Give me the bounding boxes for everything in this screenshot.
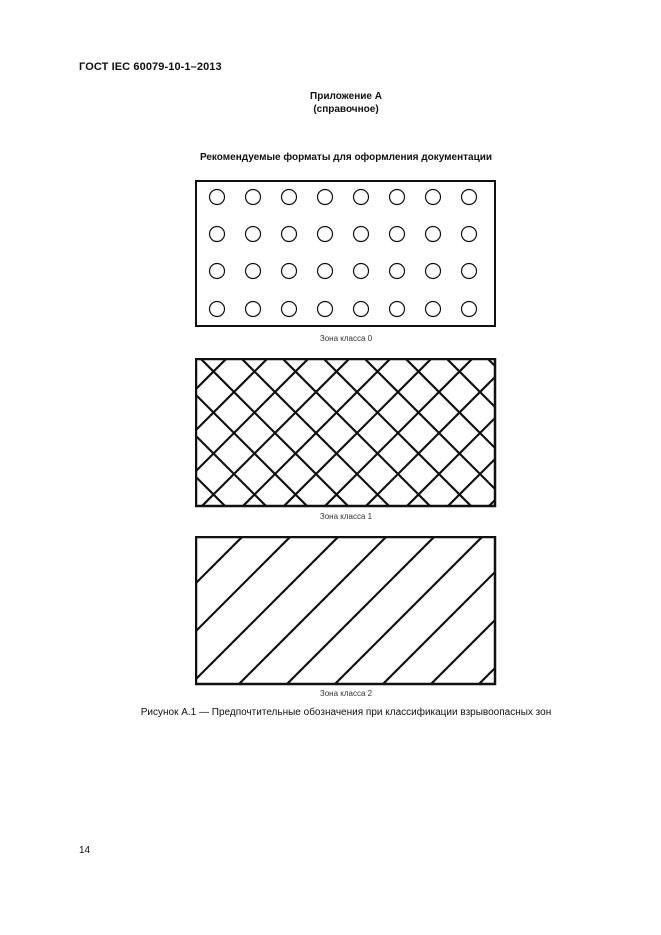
- figure-caption: Рисунок А.1 — Предпочтительные обозначения при классификации взрывоопасных зон: [140, 707, 552, 718]
- zone-0-caption: Зона класса 0: [319, 334, 373, 343]
- zone-2-caption: Зона класса 2: [319, 689, 373, 698]
- zone-1-pattern: [195, 358, 497, 508]
- zone-1-caption: Зона класса 1: [319, 512, 373, 521]
- zone-0-pattern: [195, 180, 497, 327]
- appendix-title: Приложение А: [310, 91, 382, 102]
- document-header: ГОСТ IEC 60079-10-1–2013: [79, 61, 222, 73]
- page-number: 14: [79, 845, 91, 856]
- zone-2-pattern: [195, 536, 497, 686]
- section-title: Рекомендуемые форматы для оформления документации: [199, 152, 493, 163]
- appendix-status: (справочное): [313, 104, 379, 115]
